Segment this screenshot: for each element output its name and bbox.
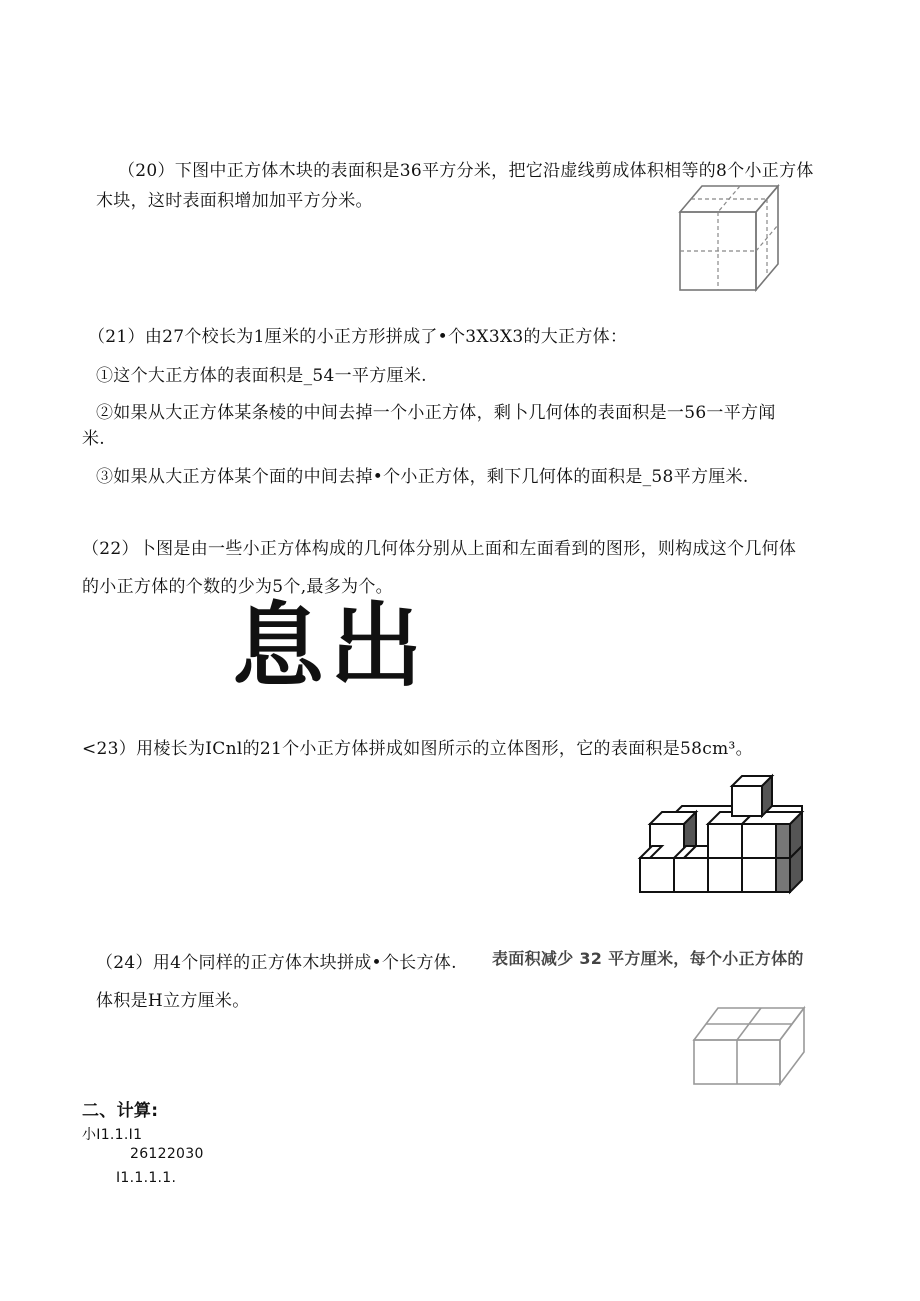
stacked-cubes-figure [636,768,808,894]
q24-part1: （24）用4个同样的正方体木块拼成•个长方体. [96,953,457,973]
q24-line2: 体积是H立方厘米。 [96,991,250,1011]
cuboid-figure [690,1000,808,1088]
section2-heading: 二、计算: [82,1101,159,1121]
q22-line2: 的小正方体的个数的少为5个,最多为个。 [82,577,393,597]
q21-item2-line2: 米. [82,429,106,449]
q21-intro: （21）由27个校长为1厘米的小正方形拼成了•个3X3X3的大正方体： [88,327,628,347]
cube-dashed-figure [676,180,786,295]
q21-item2-line1: ②如果从大正方体某条棱的中间去掉一个小正方体，剩卜几何体的表面积是一56一平方闻 [96,403,776,423]
q20-line1: （20）下图中正方体木块的表面积是36平方分米，把它沿虚线剪成体积相等的8个小正方体 [118,161,814,181]
q22-view-glyphs: 息出 [232,592,429,700]
q20-line2: 木块，这时表面积增加加平方分米。 [96,191,373,211]
q24-part2: 表面积减少 32 平方厘米，每个小正方体的 [492,949,804,968]
q23-text: <23）用棱长为ICnl的21个小正方体拼成如图所示的立体图形，它的表面积是58cm³。 [82,739,753,759]
section2-row3: I1.1.1.1. [116,1170,177,1186]
q21-item3: ③如果从大正方体某个面的中间去掉•个小正方体，剩下几何体的面积是_58平方厘米. [96,467,749,487]
q21-item1: ①这个大正方体的表面积是_54一平方厘米. [96,366,427,386]
section2-row1: 小I1.1.I1 [82,1127,143,1143]
q22-line1: （22）卜图是由一些小正方体构成的几何体分别从上面和左面看到的图形，则构成这个几何体 [82,539,797,559]
section2-row2: 26122030 [130,1146,204,1162]
